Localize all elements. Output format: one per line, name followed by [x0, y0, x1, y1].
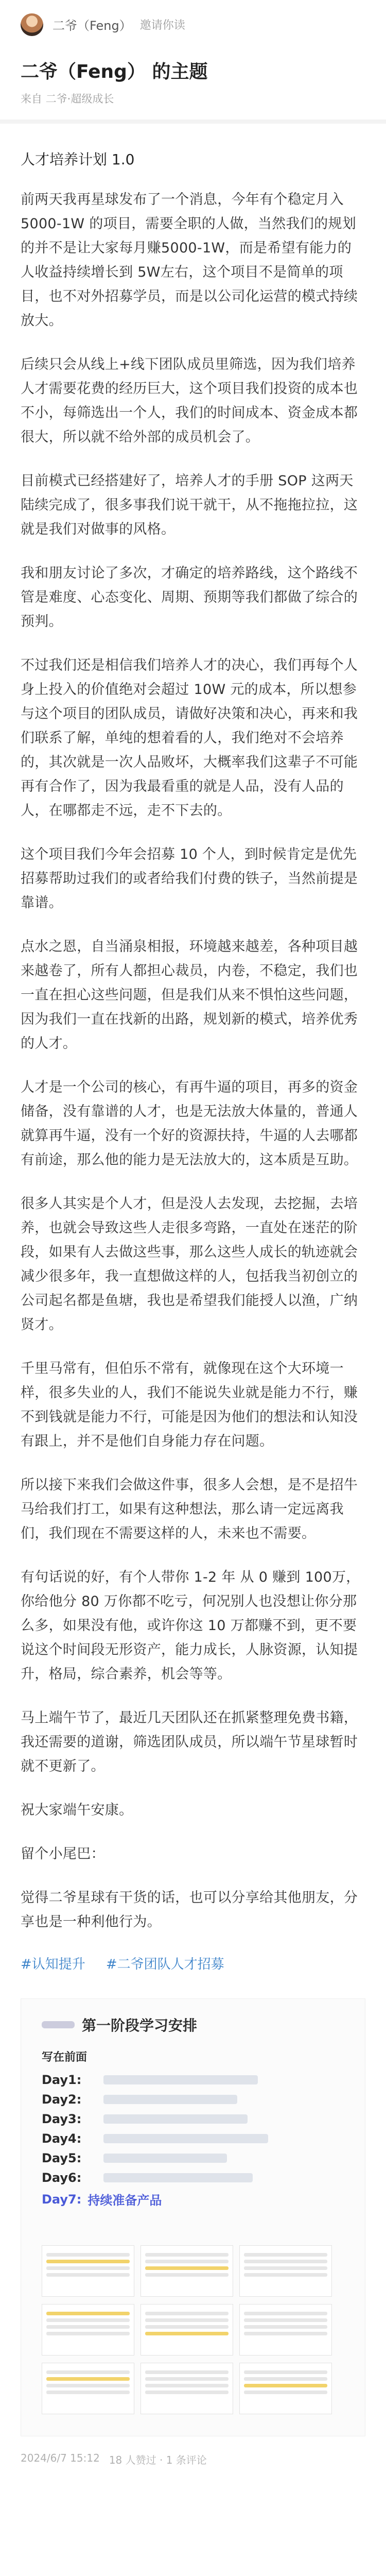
paragraph: 我和朋友讨论了多次，才确定的培养路线，这个路线不管是难度、心态变化、周期、预期等我们都做了综合的预判。 [21, 565, 358, 630]
day-row [42, 2073, 344, 2087]
day-row [42, 2112, 344, 2126]
paragraph: 所以接下来我们会做这件事，很多人会想，是不是招牛马给我们打工，如果有这种想法，那么请一定远离我们，我们现在不需要这样的人，未来也不需要。 [21, 1477, 358, 1541]
page-thumbnail [141, 2304, 233, 2355]
doc-logo [42, 2021, 75, 2028]
topic-title: 二爷（Feng） 的主题 [21, 61, 208, 82]
paragraph: 人才是一个公司的核心，有再牛逼的项目，再多的资金储备，没有靠谱的人才，也是无法放大体量的，普通人就算再牛逼，没有一个好的资源扶持，牛逼的人去哪都有前途，那么他的能力是无法放大的，这本质是互助。 [21, 1079, 358, 1168]
attached-document-image[interactable] [21, 1998, 365, 2436]
tag-text: 认知提升 [31, 1957, 85, 1972]
blurred-text [103, 2154, 227, 2163]
day-label: Day4: [42, 2131, 82, 2146]
day-row [42, 2092, 344, 2107]
day-row [42, 2151, 344, 2165]
paragraph: 千里马常有，但伯乐不常有，就像现在这个大环境一样，很多失业的人，我们不能说失业就是能力不行，赚不到钱就是能力不行，可能是因为他们的想法和认知没有跟上，并不是他们自身能力存在问题。 [21, 1361, 358, 1449]
blurred-text [103, 2134, 268, 2143]
doc-heading: 第一阶段学习安排 [82, 2017, 198, 2034]
tag-text: 二爷团队人才招募 [117, 1957, 224, 1972]
paragraph: 点水之恩，自当涌泉相报，环境越来越差，各种项目越来越卷了，所有人都担心裁员，内卷，不稳定，我们也一直在担心这些问题，但是我们从来不惧怕这些问题，因为我们一直在找新的出路，规划新的模式，培养优秀的人才。 [21, 939, 358, 1052]
day-label: Day2: [42, 2092, 82, 2107]
doc-write-first: 写在前面 [42, 2051, 87, 2064]
page-thumbnail [239, 2304, 332, 2355]
day-label: Day5: [42, 2151, 82, 2165]
day-row [42, 2171, 344, 2185]
divider [0, 120, 386, 124]
paragraph: 前两天我再星球发布了一个消息，今年有个稳定月入 5000-1W 的项目，需要全职的人做，当然我们的规划的并不是让大家每月赚5000-1W，而是希望有能力的人收益持续增长到 5W左右，这个项目不是简单的项目，也不对外招募学员，而是以公司化运营的模式持续放大。 [21, 192, 358, 329]
tag-list [21, 1954, 365, 1973]
page-thumbnail [239, 2245, 332, 2297]
paragraph: 目前模式已经搭建好了，培养人才的手册 SOP 这两天陆续完成了，很多事我们说干就干，从不拖拖拉拉，这就是我们对做事的风格。 [21, 473, 358, 537]
paragraph: 这个项目我们今年会招募 10 个人，到时候肯定是优先招募帮助过我们的或者给我们付费的铁子，当然前提是靠谱。 [21, 846, 358, 911]
post-title: 人才培养计划 1.0 [21, 151, 135, 168]
blurred-text [103, 2095, 237, 2104]
day-row [42, 2131, 344, 2146]
thumbnail-grid [42, 2245, 344, 2415]
page-thumbnail [141, 2245, 233, 2297]
blurred-text [103, 2173, 253, 2182]
day-row [42, 2190, 344, 2208]
page-thumbnail [42, 2363, 134, 2414]
paragraph: 留个小尾巴： [21, 1846, 105, 1862]
top-bar [0, 0, 386, 49]
page-thumbnail [42, 2304, 134, 2355]
paragraph: 很多人其实是个人才，但是没人去发现，去挖掘，去培养，也就会导致这些人走很多弯路，一直处在迷茫的阶段，如果有人去做这些事，那么这些人成长的轨迹就会减少很多年，我一直想做这样的人，包括我当初创立的公司起名都是鱼塘，我也是希望我们能授人以渔，广纳贤才。 [21, 1196, 358, 1333]
paragraph: 觉得二爷星球有干货的话，也可以分享给其他朋友，分享也是一种利他行为。 [21, 1890, 358, 1930]
page-thumbnail [141, 2363, 233, 2414]
day-label: Day3: [42, 2112, 82, 2126]
paragraph: 后续只会从线上+线下团队成员里筛选，因为我们培养人才需要花费的经历巨大，这个项目我们投资的成本也不小，每筛选出一个人，我们的时间成本、资金成本都很大，所以就不给外部的成员机会了。 [21, 357, 358, 445]
hashtag-link[interactable]: #二爷团队人才招募 [106, 1957, 224, 1972]
day-label: Day1: [42, 2073, 82, 2087]
invite-label: 邀请你读 [139, 19, 185, 32]
page-thumbnail [42, 2245, 134, 2297]
post-meta [21, 2452, 365, 2467]
owner-name[interactable]: 二爷（Feng） [52, 19, 132, 33]
day-label: Day7: [42, 2192, 82, 2207]
hashtag-link[interactable]: #认知提升 [21, 1957, 85, 1972]
page-thumbnail [239, 2363, 332, 2414]
topic-subtitle[interactable]: 来自 二爷·超级成长 [21, 93, 114, 105]
day-label: Day6: [42, 2171, 82, 2185]
day7-text: 持续准备产品 [87, 2193, 162, 2208]
avatar[interactable] [21, 13, 43, 36]
post-date: 2024/6/7 15:12 [21, 2452, 100, 2464]
doc-header [42, 2014, 344, 2035]
paragraph: 马上端午节了，最近几天团队还在抓紧整理免费书籍，我还需要的道谢，筛选团队成员，所以端午节星球暂时就不更新了。 [21, 1710, 358, 1774]
blurred-text [103, 2114, 248, 2124]
paragraph: 不过我们还是相信我们培养人才的决心，我们再每个人身上投入的价值绝对会超过 10W 元的成本，所以想参与这个项目的团队成员，请做好决策和决心，再来和我们联系了解，单纯的想着看的人，我们绝对不会培养的，其次就是一次人品败坏，大概率我们这辈子不可能再有合作了，因为我最看重的就是人品，没有人品的人，在哪都走不远，走不下去的。 [21, 657, 358, 819]
post-stats: 18 人赞过 · 1 条评论 [109, 2454, 207, 2466]
blurred-text [103, 2075, 258, 2084]
paragraph: 祝大家端午安康。 [21, 1802, 133, 1818]
paragraph: 有句话说的好，有个人带你 1-2 年 从 0 赚到 100万，你给他分 80 万你都不吃亏，何况别人也没想让你分那么多，如果没有他，或许你这 10 万都赚不到，更不要说这个时间段无形资产，能力成长，人脉资源，认知提升，格局，综合素养，机会等等。 [21, 1569, 360, 1682]
post-body [0, 124, 386, 2467]
